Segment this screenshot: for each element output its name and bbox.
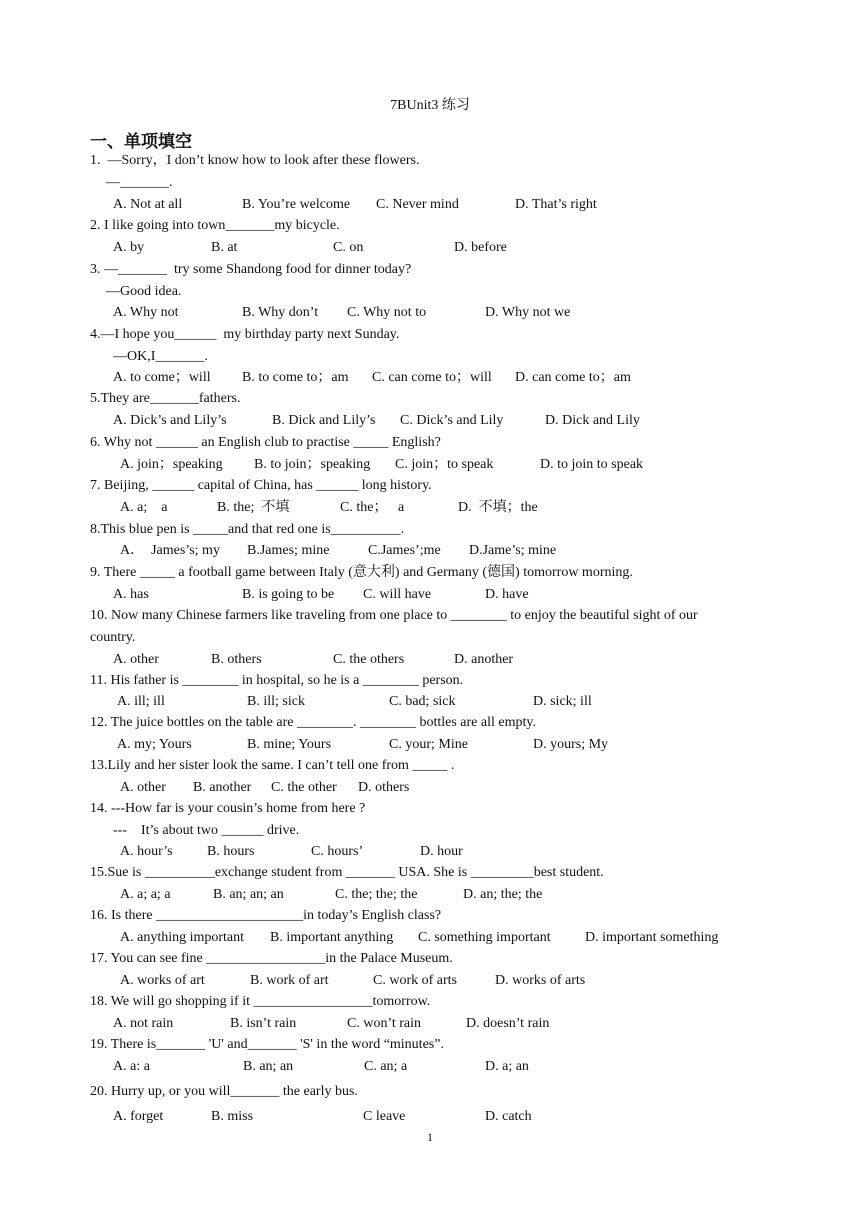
q11-option-b: B. ill; sick <box>247 694 305 709</box>
question-18: 18. We will go shopping if it _________________tomorrow. <box>90 994 431 1009</box>
q5-option-a: A. Dick’s and Lily’s <box>113 413 227 428</box>
q16-option-a: A. anything important <box>120 930 245 945</box>
q16-option-d: D. important something <box>585 930 719 945</box>
q1-option-b: B. You’re welcome <box>242 197 351 212</box>
q16-option-b: B. important anything <box>270 930 394 945</box>
q19-option-b: B. an; an <box>243 1059 294 1074</box>
page-number: 1 <box>427 1130 433 1144</box>
question-20: 20. Hurry up, or you will_______ the early bus. <box>90 1084 358 1099</box>
q14-option-d: D. hour <box>420 844 463 859</box>
q15-option-d: D. an; the; the <box>463 887 543 902</box>
q10-option-a: A. other <box>113 652 159 667</box>
question-2: 2. I like going into town_______my bicycle. <box>90 218 340 233</box>
q17-option-a: A. works of art <box>120 973 205 988</box>
q9-option-a: A. has <box>113 587 149 602</box>
q14-option-b: B. hours <box>207 844 255 859</box>
q18-option-b: B. isn’t rain <box>230 1016 297 1031</box>
q3-option-b: B. Why don’t <box>242 305 319 320</box>
q6-option-a: A. join；speaking <box>120 457 223 472</box>
q7-option-c: C. the； a <box>340 500 405 515</box>
q7-option-b: B. the; 不填 <box>217 500 290 515</box>
q3-option-a: A. Why not <box>113 305 179 320</box>
q12-option-b: B. mine; Yours <box>247 737 332 752</box>
q3-option-c: C. Why not to <box>347 305 427 320</box>
q14-option-a: A. hour’s <box>120 844 173 859</box>
question-12: 12. The juice bottles on the table are ________. ________ bottles are all empty. <box>90 715 536 730</box>
question-10: 10. Now many Chinese farmers like traveling from one place to ________ to enjoy the beautiful sight of our <box>90 608 698 623</box>
question-14: 14. ---How far is your cousin’s home from here ? <box>90 801 366 816</box>
q19-option-a: A. a: a <box>113 1059 150 1074</box>
q4-option-d: D. can come to；am <box>515 370 631 385</box>
q12-option-a: A. my; Yours <box>117 737 192 752</box>
question-8: 8.This blue pen is _____and that red one is__________. <box>90 522 405 537</box>
page-title: 7BUnit3 练习 <box>390 98 470 113</box>
q20-option-d: D. catch <box>485 1109 532 1124</box>
q2-option-c: C. on <box>333 240 364 255</box>
q6-option-c: C. join；to speak <box>395 457 494 472</box>
q14-option-c: C. hours’ <box>311 844 364 859</box>
q18-option-d: D. doesn’t rain <box>466 1016 550 1031</box>
q5-option-b: B. Dick and Lily’s <box>272 413 376 428</box>
q19-option-d: D. a; an <box>485 1059 529 1074</box>
question-9: 9. There _____ a football game between Italy (意大利) and Germany (德国) tomorrow morning. <box>90 565 633 580</box>
question-14-response: --- It’s about two ______ drive. <box>113 823 300 838</box>
q2-option-b: B. at <box>211 240 238 255</box>
q9-option-b: B. is going to be <box>242 587 335 602</box>
q17-option-c: C. work of arts <box>373 973 457 988</box>
question-10-continued: country. <box>90 630 136 645</box>
q15-option-a: A. a; a; a <box>120 887 171 902</box>
question-6: 6. Why not ______ an English club to practise _____ English? <box>90 435 441 450</box>
question-1: 1. —Sorry，I don’t know how to look after these flowers. <box>90 153 420 168</box>
question-5: 5.They are_______fathers. <box>90 391 241 406</box>
q20-option-a: A. forget <box>113 1109 164 1124</box>
q10-option-b: B. others <box>211 652 262 667</box>
q11-option-c: C. bad; sick <box>389 694 456 709</box>
q2-option-a: A. by <box>113 240 145 255</box>
q13-option-a: A. other <box>120 780 166 795</box>
q20-option-c: C leave <box>363 1109 406 1124</box>
question-15: 15.Sue is __________exchange student from _______ USA. She is _________best student. <box>90 865 604 880</box>
question-4: 4.—I hope you______ my birthday party next Sunday. <box>90 327 400 342</box>
q6-option-d: D. to join to speak <box>540 457 644 472</box>
q16-option-c: C. something important <box>418 930 551 945</box>
question-1-response: —_______. <box>106 175 173 190</box>
question-3: 3. —_______ try some Shandong food for dinner today? <box>90 262 412 277</box>
q8-option-b: B.James; mine <box>247 543 330 558</box>
q17-option-b: B. work of art <box>250 973 329 988</box>
question-7: 7. Beijing, ______ capital of China, has ______ long history. <box>90 478 432 493</box>
q15-option-b: B. an; an; an <box>213 887 284 902</box>
q8-option-a: A． James’s; my <box>120 543 220 558</box>
q12-option-d: D. yours; My <box>533 737 609 752</box>
q13-option-b: B. another <box>193 780 252 795</box>
q17-option-d: D. works of arts <box>495 973 586 988</box>
q9-option-d: D. have <box>485 587 529 602</box>
question-16: 16. Is there _____________________in today’s English class? <box>90 908 442 923</box>
q18-option-c: C. won’t rain <box>347 1016 422 1031</box>
q5-option-c: C. Dick’s and Lily <box>400 413 504 428</box>
q9-option-c: C. will have <box>363 587 432 602</box>
q4-option-b: B. to come to；am <box>242 370 349 385</box>
question-17: 17. You can see fine _________________in the Palace Museum. <box>90 951 453 966</box>
q7-option-a: A. a; a <box>120 500 168 515</box>
q8-option-c: C.James’;me <box>368 543 441 558</box>
question-11: 11. His father is ________ in hospital, so he is a ________ person. <box>90 673 464 688</box>
q19-option-c: C. an; a <box>364 1059 408 1074</box>
question-4-response: —OK,I_______. <box>113 349 208 364</box>
section-heading: 一、单项填空 <box>90 132 192 152</box>
q3-option-d: D. Why not we <box>485 305 571 320</box>
q8-option-d: D.Jame’s; mine <box>469 543 557 558</box>
q4-option-a: A. to come；will <box>113 370 211 385</box>
q18-option-a: A. not rain <box>113 1016 174 1031</box>
q1-option-a: A. Not at all <box>113 197 183 212</box>
q7-option-d: D. 不填；the <box>458 500 538 515</box>
q11-option-a: A. ill; ill <box>117 694 165 709</box>
q10-option-d: D. another <box>454 652 514 667</box>
q2-option-d: D. before <box>454 240 507 255</box>
question-13: 13.Lily and her sister look the same. I can’t tell one from _____ . <box>90 758 455 773</box>
q12-option-c: C. your; Mine <box>389 737 468 752</box>
question-3-response: —Good idea. <box>106 284 182 299</box>
q13-option-c: C. the other <box>271 780 337 795</box>
q10-option-c: C. the others <box>333 652 405 667</box>
q15-option-c: C. the; the; the <box>335 887 418 902</box>
q4-option-c: C. can come to；will <box>372 370 492 385</box>
q20-option-b: B. miss <box>211 1109 254 1124</box>
q1-option-d: D. That’s right <box>515 197 597 212</box>
q1-option-c: C. Never mind <box>376 197 459 212</box>
q5-option-d: D. Dick and Lily <box>545 413 640 428</box>
q11-option-d: D. sick; ill <box>533 694 592 709</box>
q13-option-d: D. others <box>358 780 410 795</box>
q6-option-b: B. to join；speaking <box>254 457 371 472</box>
question-19: 19. There is_______ 'U' and_______ 'S' in the word “minutes”. <box>90 1037 444 1052</box>
